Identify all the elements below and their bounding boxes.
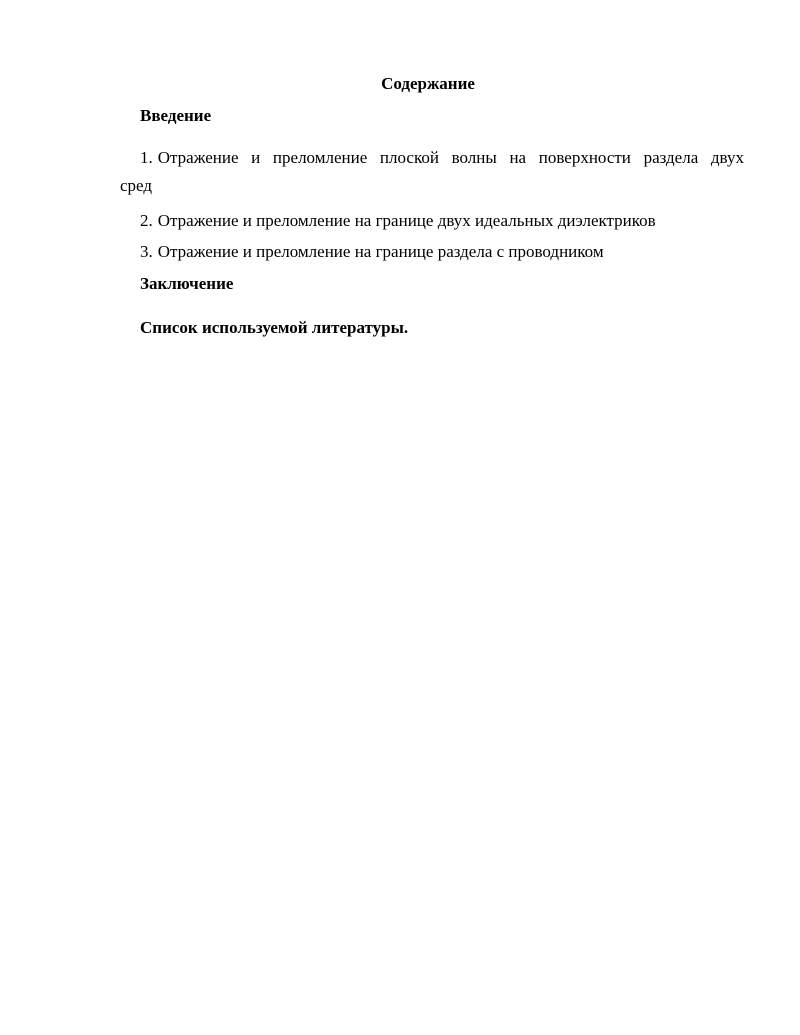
toc-item-1 xyxy=(120,144,744,200)
toc-item-1-continuation: сред xyxy=(120,176,153,195)
toc-item-3 xyxy=(120,238,744,266)
toc-item-2-number: 2. xyxy=(140,211,153,230)
toc-item-2 xyxy=(120,207,744,235)
toc-item-2-line xyxy=(120,207,744,235)
toc-conclusion: Заключение xyxy=(140,274,234,293)
toc-introduction: Введение xyxy=(140,106,212,125)
toc-item-3-text: Отражение и преломление на границе раздела с проводником xyxy=(157,242,604,261)
toc-item-3-number: 3. xyxy=(140,242,153,261)
toc-references: Список используемой литературы. xyxy=(140,318,409,337)
page-title: Содержание xyxy=(381,74,475,93)
toc-item-3-line xyxy=(120,238,744,266)
toc-item-1-line xyxy=(120,144,744,172)
toc-item-1-text: Отражение и преломление плоской волны на поверхности раздела двух xyxy=(157,148,744,167)
toc-item-1-number: 1. xyxy=(140,148,153,167)
toc-item-2-text: Отражение и преломление на границе двух идеальных диэлектриков xyxy=(157,211,656,230)
